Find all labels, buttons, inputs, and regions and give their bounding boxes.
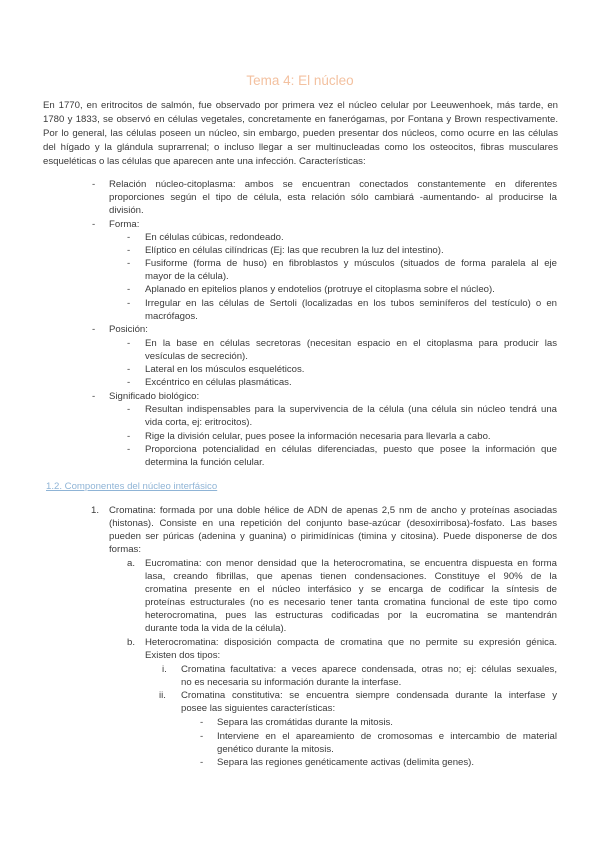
bullet-dash: - [200, 731, 204, 742]
bullet-dash: - [127, 258, 131, 269]
forma-item-2: Elíptico en células cilíndricas (Ej: las que recubren la luz del intestino). [145, 245, 444, 256]
bullet-dash: - [200, 717, 204, 728]
bullet-dash: - [127, 284, 131, 295]
eucromatina-line-4: proteínas estructurales (no es necesario tener tanta cromatina funcional de este tipo como [145, 597, 557, 608]
facultativa-line-1: Cromatina facultativa: a veces aparece condensada, otras no; ej: células sexuales, [181, 664, 557, 675]
forma-item-4: Aplanado en epitelios planos y endotelios (protruye el citoplasma sobre el núcleo). [145, 284, 495, 295]
list-roman: ii. [159, 690, 166, 701]
heterocromatina-line-2: Existen dos tipos: [145, 650, 221, 661]
facultativa-line-2: no es necesaria su información durante la interfase. [181, 677, 402, 688]
forma-item-5b: macrófagos. [145, 311, 198, 322]
list-letter: b. [127, 637, 136, 648]
constitutiva-item-2a: Interviene en el apareamiento de cromosomas e intercambio de material [217, 731, 557, 742]
posicion-item-3: Excéntrico en células plasmáticas. [145, 377, 292, 388]
signif-item-3a: Proporciona potencialidad en células diferenciadas, puesto que posee la información que [145, 444, 557, 455]
list-letter: a. [127, 558, 136, 569]
eucromatina-line-1: Eucromatina: con menor densidad que la heterocromatina, se encuentra dispuesta en forma [145, 558, 557, 569]
rel-line-2: proporciones según el tipo de célula, esta relación sólo cambiará -aumentando- al producirse la [109, 192, 557, 203]
eucromatina-line-5: heterocromatina, pues las estructuras codificadas por la eucromatina se mantendrán [145, 610, 557, 621]
signif-item-2: Rige la división celular, pues posee la información necesaria para llevarla a cabo. [145, 431, 491, 442]
constitutiva-item-3: Separa las regiones genéticamente activas (delimita genes). [217, 757, 475, 768]
signif-label: Significado biológico: [109, 391, 200, 402]
eucromatina-line-6: durante toda la vida de la célula). [145, 623, 287, 634]
page-title: Tema 4: El núcleo [246, 73, 354, 88]
cromatina-line-2: (histonas). Consiste en una repetición del conjunto base-azúcar (desoxirribosa)-fosfato. Las bases [109, 518, 557, 529]
posicion-label: Posición: [109, 324, 148, 335]
rel-line-1: Relación núcleo-citoplasma: ambos se encuentran conectados constantemente en diferentes [109, 179, 557, 190]
constitutiva-item-1: Separa las cromátidas durante la mitosis. [217, 717, 393, 728]
list-roman: i. [162, 664, 167, 675]
eucromatina-line-2: lasa, creando fibrillas, que apenas tienen condensaciones. Constituye el 90% de la [145, 571, 557, 582]
forma-item-3b: mayor de la célula). [145, 271, 229, 282]
constitutiva-item-2b: genético durante la mitosis. [217, 744, 334, 755]
bullet-dash: - [127, 338, 131, 349]
bullet-dash: - [127, 364, 131, 375]
heterocromatina-line-1: Heterocromatina: disposición compacta de cromatina que no permite su expresión génica. [145, 637, 557, 648]
rel-line-3: división. [109, 205, 144, 216]
list-number: 1. [91, 505, 100, 516]
bullet-dash: - [92, 391, 96, 402]
bullet-dash: - [127, 404, 131, 415]
forma-item-3a: Fusiforme (forma de huso) en fibroblastos y músculos (situados de forma paralela al eje [145, 258, 557, 269]
forma-item-5a: Irregular en las células de Sertoli (localizadas en los tubos seminíferos del testículo) o en [145, 298, 557, 309]
constitutiva-line-1: Cromatina constitutiva: se encuentra siempre condensada durante la interfase y [181, 690, 557, 701]
bullet-dash: - [127, 245, 131, 256]
posicion-item-1b: vesículas de secreción). [145, 351, 248, 362]
constitutiva-line-2: posee las siguientes características: [181, 703, 336, 714]
intro-paragraph: En 1770, en eritrocitos de salmón, fue observado por primera vez el núcleo celular por Leeuwenhoek, más tarde, en 1780 y 1833, se observó en células vegetales, concretamente en fanerógamas, por Fontana y Brown respectivamente. Por lo general, las células poseen un núcleo, sin embargo, pueden presentar dos núcleos, como ocurre en las células del hígado y la glándula suprarrenal; o incluso llegar a ser multinucleadas como los osteocitos, fibras musculares esqueléticas o las células que aparecen ante una infección. Características: [43, 100, 558, 167]
eucromatina-line-3: cromatina presente en el núcleo interfásico y se encarga de codificar la síntesis de [145, 584, 557, 595]
bullet-dash: - [127, 232, 131, 243]
cromatina-line-3: pueden ser púricas (adenina y guanina) o pirimidínicas (timina y citosina). Puede disponerse de dos [109, 531, 557, 542]
signif-item-1b: vida corta, ej: eritrocitos). [145, 417, 253, 428]
bullet-dash: - [127, 444, 131, 455]
bullet-dash: - [92, 179, 96, 190]
signif-item-1a: Resultan indispensables para la supervivencia de la célula (una célula sin núcleo tendrá una [145, 404, 557, 415]
posicion-item-1a: En la base en células secretoras (necesitan espacio en el citoplasma para producir las [145, 338, 557, 349]
section-heading-link[interactable]: 1.2. Componentes del núcleo interfásico [46, 481, 218, 492]
signif-item-3b: determina la función celular. [145, 457, 265, 468]
forma-item-1: En células cúbicas, redondeado. [145, 232, 284, 243]
bullet-dash: - [127, 377, 131, 388]
bullet-dash: - [92, 219, 96, 230]
forma-label: Forma: [109, 219, 140, 230]
bullet-dash: - [200, 757, 204, 768]
bullet-dash: - [92, 324, 96, 335]
cromatina-line-4: formas: [109, 544, 141, 555]
bullet-dash: - [127, 431, 131, 442]
cromatina-line-1: Cromatina: formada por una doble hélice de ADN de apenas 2,5 nm de ancho y proteínas asociadas [109, 505, 557, 516]
posicion-item-2: Lateral en los músculos esqueléticos. [145, 364, 305, 375]
bullet-dash: - [127, 298, 131, 309]
